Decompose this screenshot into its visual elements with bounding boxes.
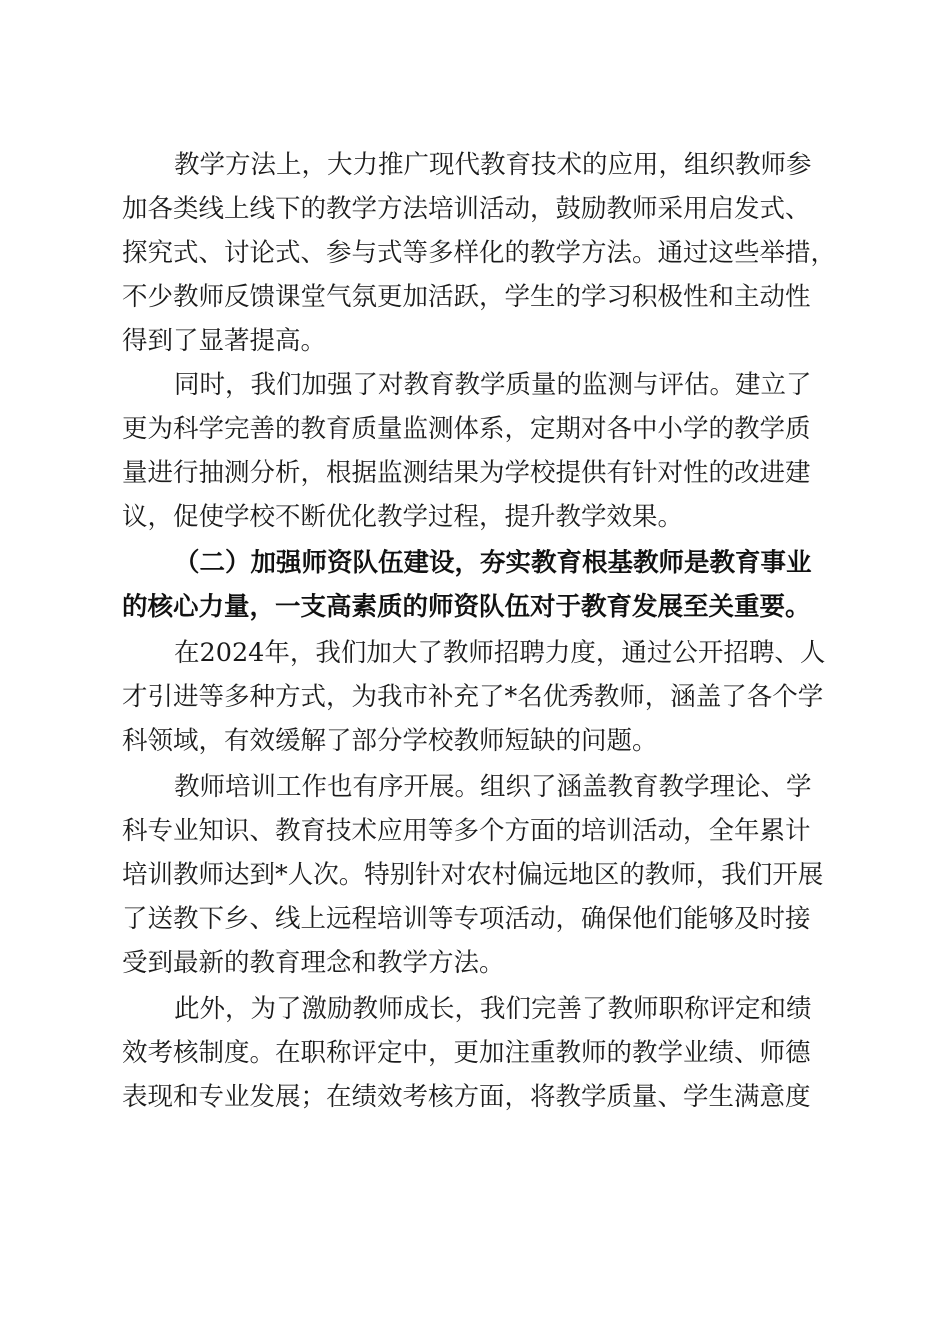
paragraph-5-line-4: 了送教下乡、线上远程培训等专项活动，确保他们能够及时接 bbox=[122, 904, 811, 934]
paragraph-5-line-5: 受到最新的教育理念和教学方法。 bbox=[122, 948, 505, 978]
paragraph-2-line-1: 同时，我们加强了对教育教学质量的监测与评估。建立了 bbox=[174, 370, 812, 400]
paragraph-2-line-3: 量进行抽测分析，根据监测结果为学校提供有针对性的改进建 bbox=[122, 458, 811, 488]
paragraph-1-line-3: 探究式、讨论式、参与式等多样化的教学方法。通过这些举措， bbox=[122, 238, 837, 268]
section-heading-line-2: 的核心力量，一支高素质的师资队伍对于教育发展至关重要。 bbox=[122, 592, 811, 622]
paragraph-5-line-2: 科专业知识、教育技术应用等多个方面的培训活动，全年累计 bbox=[122, 816, 811, 846]
paragraph-4-line-2: 才引进等多种方式，为我市补充了*名优秀教师，涵盖了各个学 bbox=[122, 682, 824, 712]
paragraph-1-line-5: 得到了显著提高。 bbox=[122, 326, 327, 356]
paragraph-6-line-3: 表现和专业发展；在绩效考核方面，将教学质量、学生满意度 bbox=[122, 1082, 811, 1112]
paragraph-4-line-1: 在2024年，我们加大了教师招聘力度，通过公开招聘、人 bbox=[174, 638, 826, 668]
paragraph-1-line-1: 教学方法上，大力推广现代教育技术的应用，组织教师参 bbox=[174, 150, 812, 180]
paragraph-2-line-4: 议，促使学校不断优化教学过程，提升教学效果。 bbox=[122, 502, 684, 532]
paragraph-5-line-3: 培训教师达到*人次。特别针对农村偏远地区的教师，我们开展 bbox=[122, 860, 824, 890]
paragraph-2-line-2: 更为科学完善的教育质量监测体系，定期对各中小学的教学质 bbox=[122, 414, 811, 444]
paragraph-1-line-4: 不少教师反馈课堂气氛更加活跃，学生的学习积极性和主动性 bbox=[122, 282, 811, 312]
paragraph-6-line-2: 效考核制度。在职称评定中，更加注重教师的教学业绩、师德 bbox=[122, 1038, 811, 1068]
paragraph-4-line-3: 科领域，有效缓解了部分学校教师短缺的问题。 bbox=[122, 726, 658, 756]
paragraph-6-line-1: 此外，为了激励教师成长，我们完善了教师职称评定和绩 bbox=[174, 994, 812, 1024]
paragraph-1-line-2: 加各类线上线下的教学方法培训活动，鼓励教师采用启发式、 bbox=[122, 194, 811, 224]
section-heading-line-1: （二）加强师资队伍建设，夯实教育根基教师是教育事业 bbox=[174, 548, 812, 578]
paragraph-5-line-1: 教师培训工作也有序开展。组织了涵盖教育教学理论、学 bbox=[174, 772, 812, 802]
